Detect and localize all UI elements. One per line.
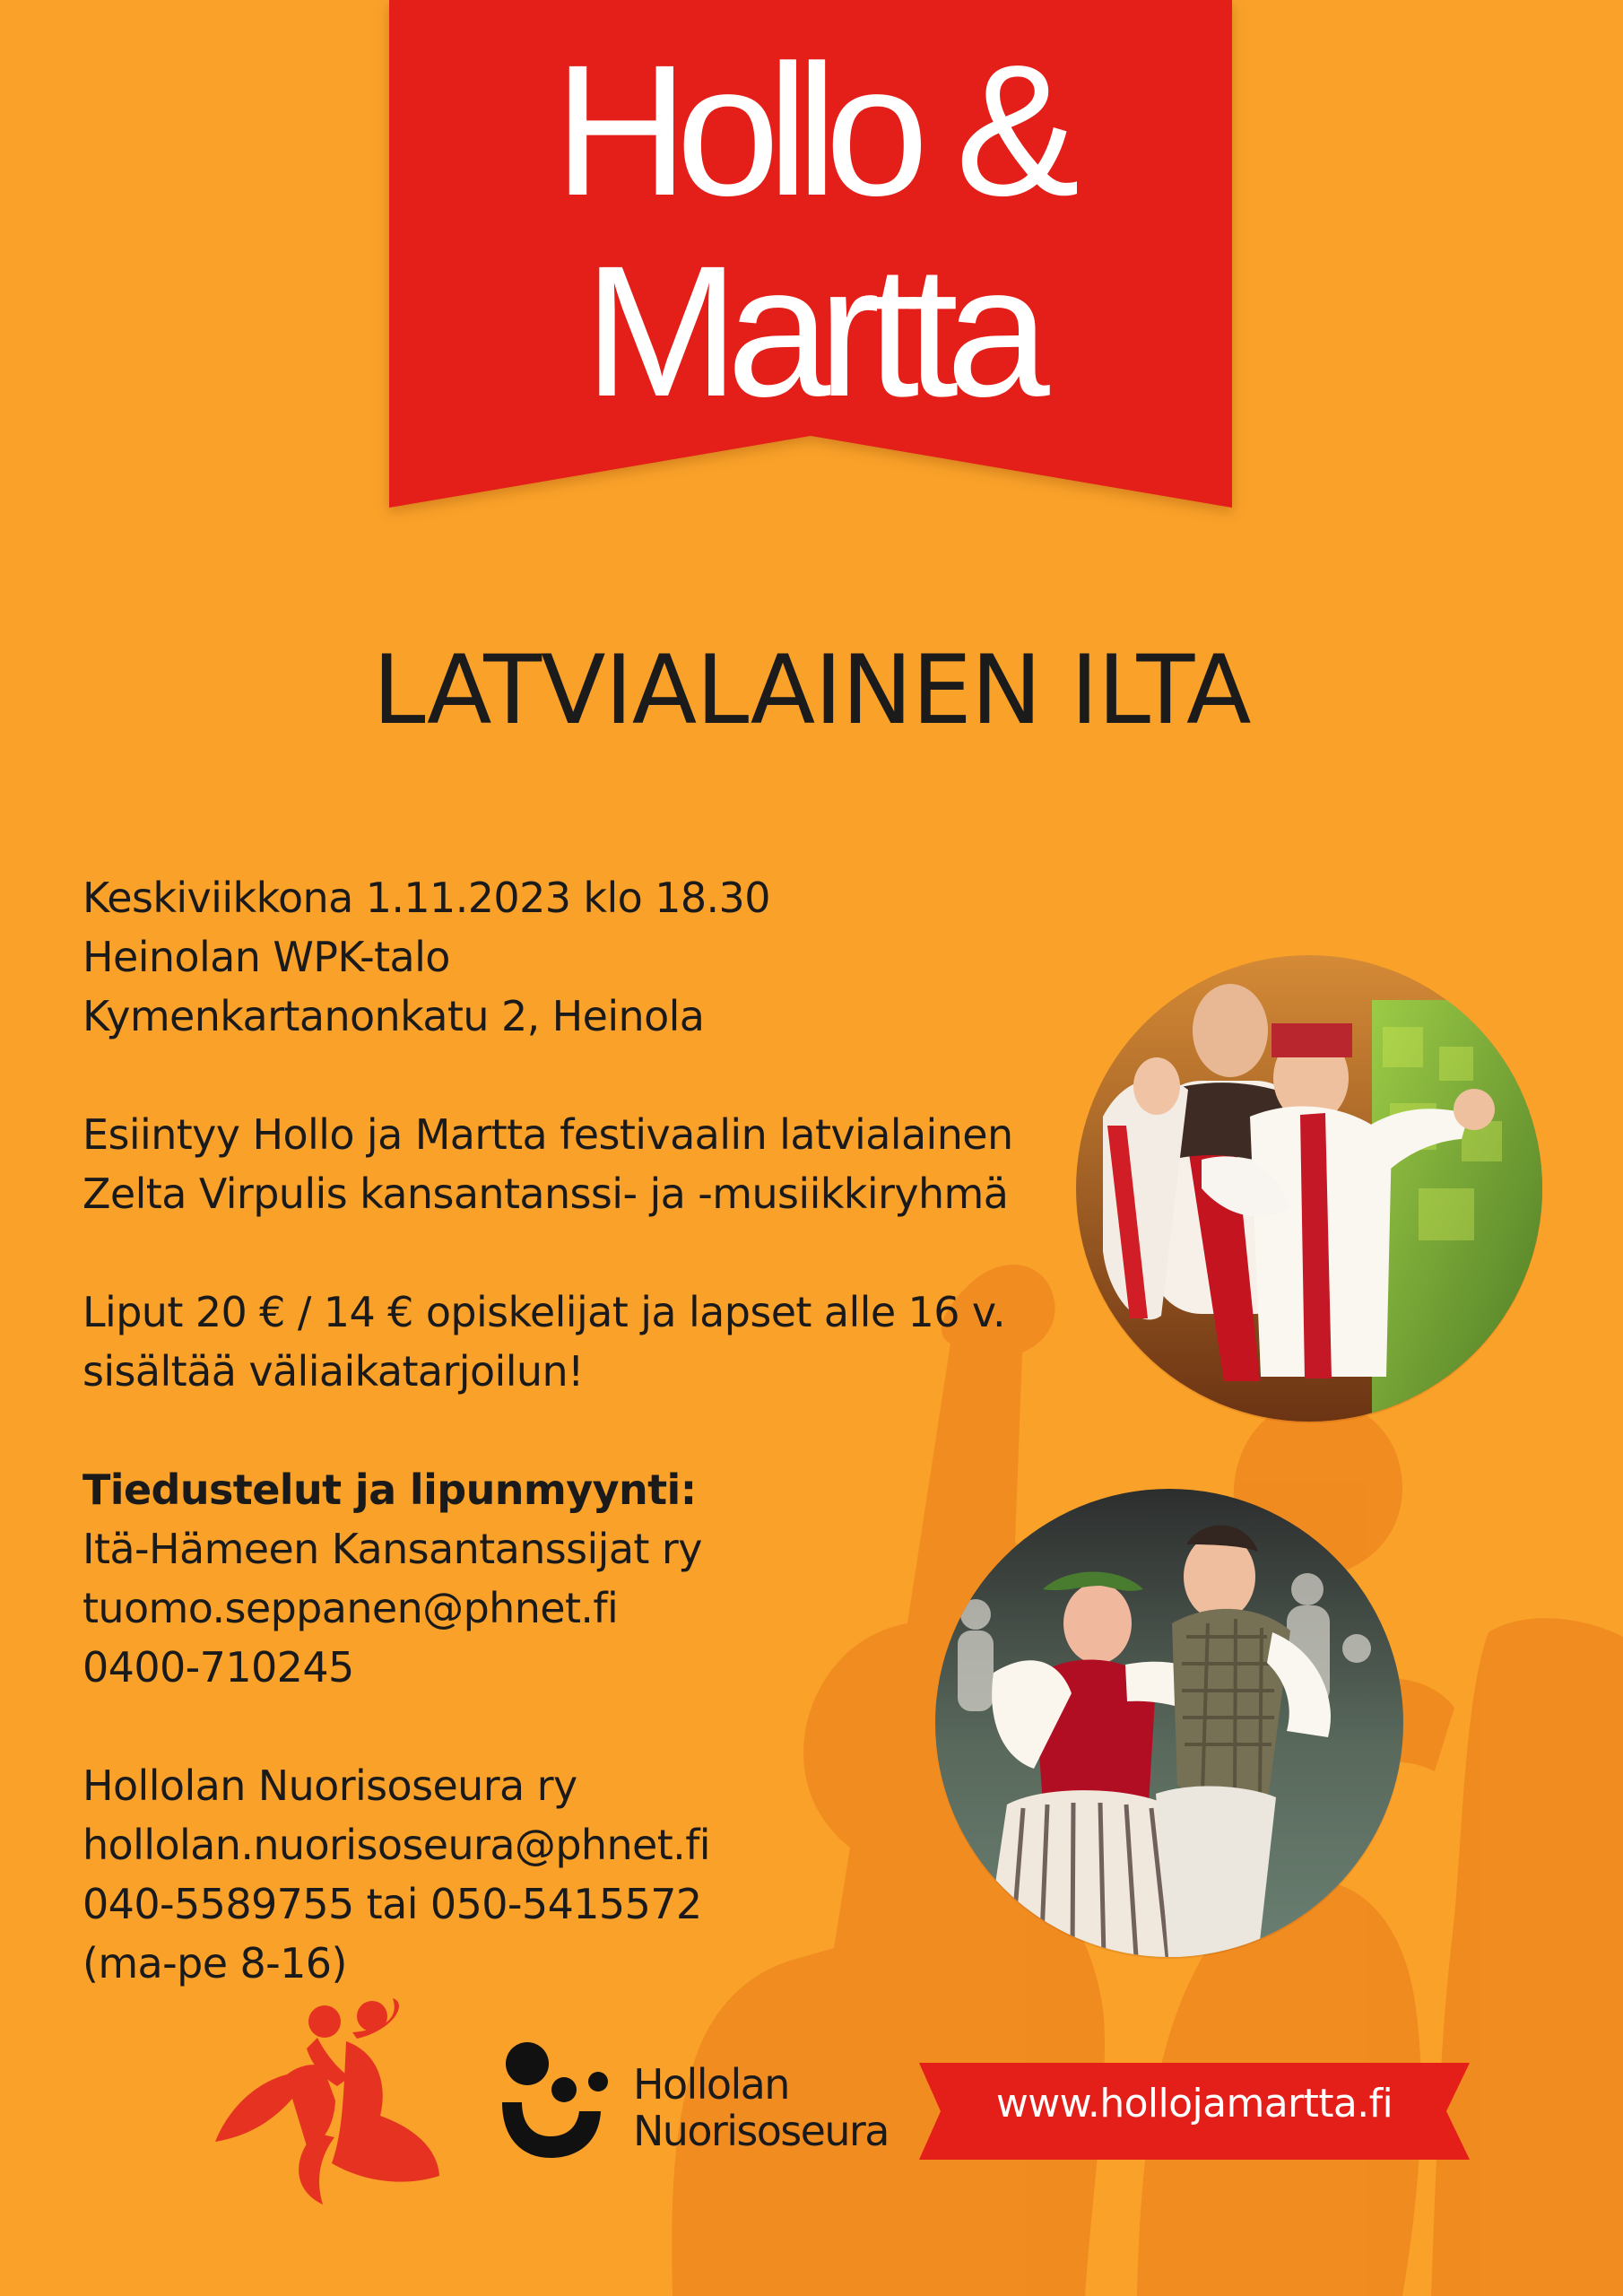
- contact-phone-1: 0400-710245: [82, 1643, 354, 1692]
- contact-organization-1: Itä-Hämeen Kansantanssijat ry: [82, 1525, 702, 1573]
- paragraph-spacer: [82, 1046, 1015, 1105]
- paragraph-spacer: [82, 1401, 1015, 1460]
- website-url[interactable]: www.hollojamartta.fi: [995, 2081, 1393, 2126]
- folk-dancers-photo-bottom: [935, 1489, 1403, 1957]
- dancing-couple-logo: [204, 1998, 447, 2205]
- nuorisoseura-mark-icon: [502, 2041, 610, 2158]
- paragraph-spacer: [82, 1697, 1015, 1756]
- nuorisoseura-wordmark-line-1: Hollolan: [633, 2060, 789, 2109]
- event-title: LATVIALAINEN ILTA: [372, 635, 1251, 745]
- contact-organization-2: Hollolan Nuorisoseura ry: [82, 1761, 577, 1810]
- performer-description-line-1: Esiintyy Hollo ja Martta festivaalin latvialainen: [82, 1110, 1013, 1159]
- nuorisoseura-wordmark: [633, 2061, 889, 2154]
- event-date-time: Keskiviikkona 1.11.2023 klo 18.30: [82, 874, 770, 922]
- dancing-pair-image: [935, 1489, 1403, 1957]
- event-address: Kymenkartanonkatu 2, Heinola: [82, 992, 705, 1040]
- event-venue: Heinolan WPK-talo: [82, 933, 450, 981]
- red-dancers-logo-icon: [204, 1998, 447, 2205]
- folk-dancers-photo-top: [1076, 955, 1542, 1422]
- contact-hours-2: (ma-pe 8-16): [82, 1939, 347, 1987]
- title-banner: [389, 0, 1232, 508]
- ticket-includes: sisältää väliaikatarjoilun!: [82, 1347, 584, 1396]
- ticket-price: Liput 20 € / 14 € opiskelijat ja lapset alle 16 v.: [82, 1288, 1005, 1336]
- contact-phone-2: 040-5589755 tai 050-5415572: [82, 1880, 702, 1928]
- performer-description-line-2: Zelta Virpulis kansantanssi- ja -musiikkiryhmä: [82, 1170, 1009, 1218]
- paragraph-spacer: [82, 1223, 1015, 1283]
- website-url-ribbon: [919, 2063, 1470, 2160]
- banner-title-line-2: Martta: [584, 228, 1037, 436]
- contact-email-2: hollolan.nuorisoseura@phnet.fi: [82, 1821, 710, 1869]
- dancing-couple-image: [1076, 955, 1542, 1422]
- inquiries-heading: Tiedustelut ja lipunmyynti:: [82, 1465, 697, 1514]
- banner-title-line-1: Hollo &: [553, 27, 1068, 235]
- event-information: [82, 868, 1015, 1993]
- hollolan-nuorisoseura-logo: [502, 2041, 915, 2162]
- contact-email-1: tuomo.seppanen@phnet.fi: [82, 1584, 619, 1632]
- nuorisoseura-wordmark-line-2: Nuorisoseura: [633, 2107, 889, 2155]
